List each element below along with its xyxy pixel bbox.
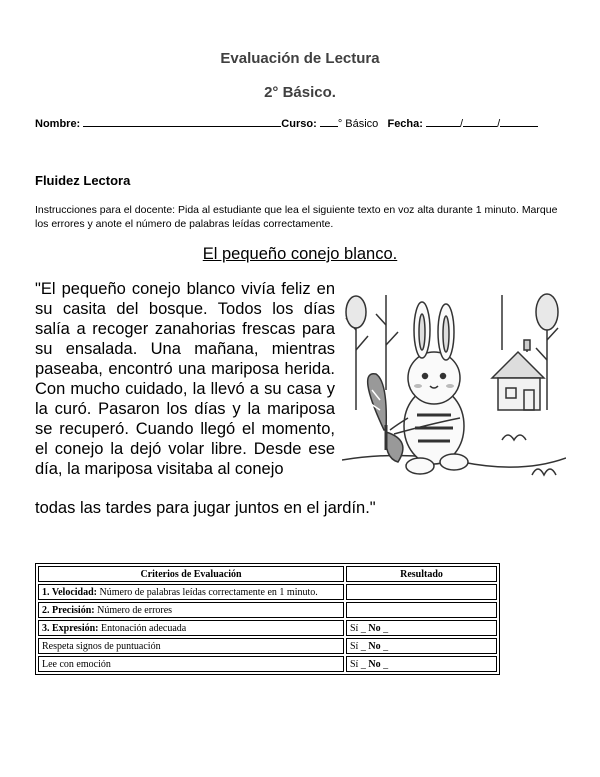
name-label: Nombre: [35, 118, 81, 130]
date-label: Fecha: [387, 118, 423, 130]
table-row [38, 584, 497, 600]
result-cell[interactable] [346, 602, 497, 618]
result-cell[interactable]: Sí _ No _ [346, 656, 497, 672]
teacher-instructions: Instrucciones para el docente: Pida al estudiante que lea el siguiente texto en voz alta durante 1 minuto. Marque los errores y anote el número de palabras leídas correctamente. [35, 204, 558, 230]
criteria-cell: 3. Expresión: Entonación adecuada [38, 620, 344, 636]
evaluation-criteria-table [35, 563, 500, 675]
date-year-field[interactable] [500, 116, 538, 127]
bunny-butterfly-illustration [342, 290, 566, 490]
table-row [38, 602, 497, 618]
grade-subtitle: 2° Básico. [264, 84, 336, 101]
course-suffix: ° Básico [337, 118, 379, 130]
course-label: Curso: [281, 118, 317, 130]
result-header: Resultado [346, 566, 497, 582]
criteria-cell: 1. Velocidad: Número de palabras leídas correctamente en 1 minuto. [38, 584, 344, 600]
criteria-cell: Lee con emoción [38, 656, 344, 672]
course-field[interactable] [320, 116, 338, 127]
table-row [38, 620, 497, 636]
story-title: El pequeño conejo blanco. [202, 245, 398, 263]
result-cell[interactable] [346, 584, 497, 600]
result-cell[interactable]: Sí _ No _ [346, 620, 497, 636]
table-row [38, 656, 497, 672]
criteria-cell: 2. Precisión: Número de errores [38, 602, 344, 618]
result-cell[interactable]: Sí _ No _ [346, 638, 497, 654]
page-title: Evaluación de Lectura [220, 50, 380, 67]
criteria-header: Criterios de Evaluación [38, 566, 344, 582]
section-title: Fluidez Lectora [35, 173, 131, 188]
date-day-field[interactable] [426, 116, 460, 127]
name-field[interactable] [83, 116, 281, 127]
table-row [38, 638, 497, 654]
criteria-cell: Respeta signos de puntuación [38, 638, 344, 654]
story-text: "El pequeño conejo blanco vivía feliz en su casita del bosque. Todos los días salía a recoger zanahorias frescas para su ensalada. Una mañana, mientras paseaba, encontró una mariposa herida. Con mucho cuidado, la llevó a su casa y la curó. Pasaron los días y la mariposa se recuperó. Cuando llegó el momento, el conejo la dejó volar libre. Desde ese día, la mariposa visitaba al conejo [35, 280, 335, 478]
date-month-field[interactable] [463, 116, 497, 127]
story-text-last-line: todas las tardes para jugar juntos en el jardín." [35, 499, 376, 517]
student-info-line: Nombre: Curso: ° Básico Fecha: / / [35, 116, 565, 130]
table-header-row [38, 566, 497, 582]
